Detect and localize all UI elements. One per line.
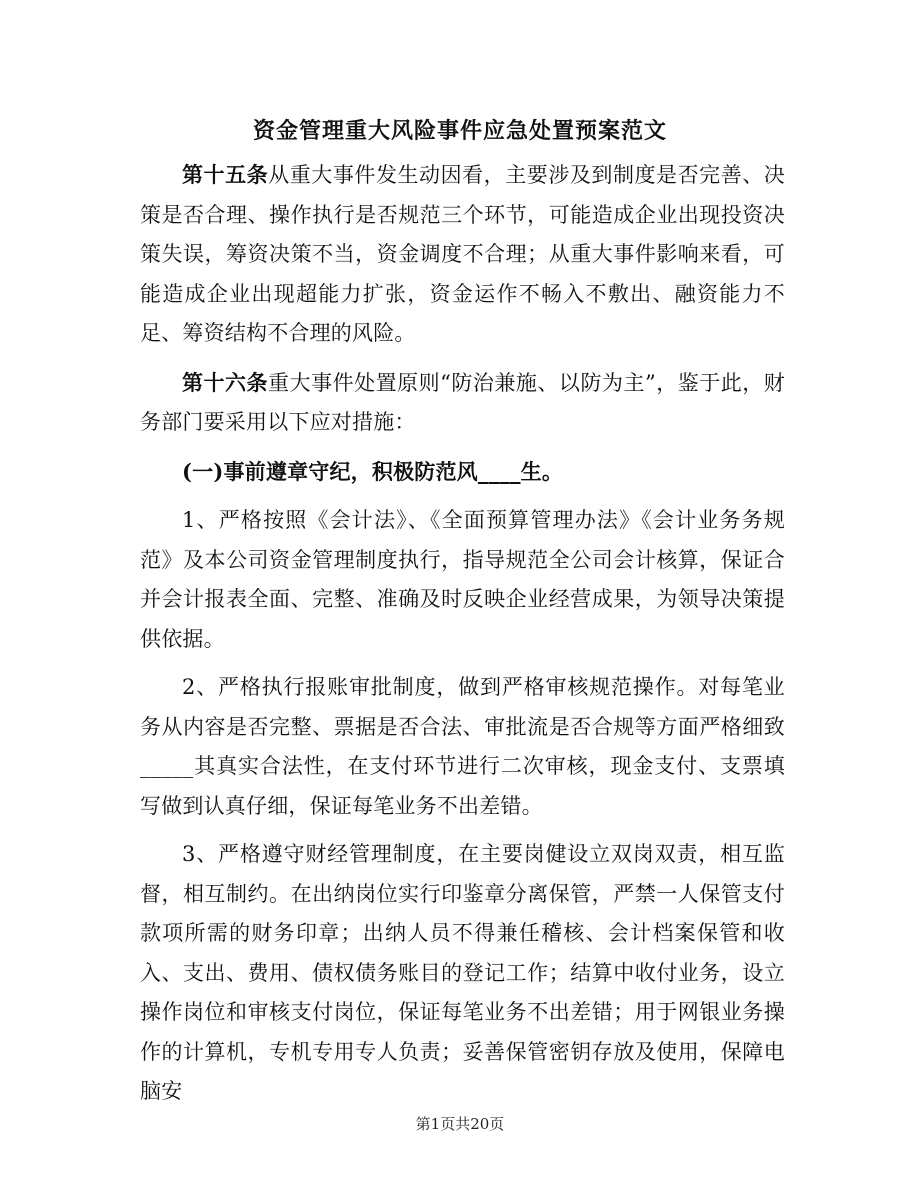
item-1-text: 1、严格按照《会计法》、《全面预算管理办法》《会计业务务规范》及本公司资金管理制度执行，指导规范全公司会计核算，保证合并会计报表全面、完整、准确及时反映企业经营成果，为领导决策提供依据。 — [140, 508, 785, 651]
paragraph-item-1 — [140, 501, 785, 659]
article-16-text: 重大事件处置原则“防治兼施、以防为主”，鉴于此，财务部门要采用以下应对措施： — [140, 370, 785, 434]
article-15-label: 第十五条 — [182, 162, 269, 187]
paragraph-item-2 — [140, 668, 785, 826]
paragraph-article-16 — [140, 363, 785, 443]
paragraph-section-heading-1 — [140, 452, 785, 493]
document-title: 资金管理重大风险事件应急处置预案范文 — [252, 119, 667, 144]
document-body — [140, 155, 785, 1121]
section-heading-1: (一)事前遵章守纪，积极防范风____生。 — [182, 458, 564, 484]
item-3-text: 3、严格遵守财经管理制度，在主要岗健设立双岗双责，相互监督，相互制约。在出纳岗位实行印鉴章分离保管，严禁一人保管支付款项所需的财务印章；出纳人员不得兼任稽核、会计档案保管和收入、支出、费用、债权债务账目的登记工作；结算中收付业务，设立操作岗位和审核支付岗位，保证每笔业务不出差错；用于网银业务操作的计算机，专机专用专人负责；妥善保管密钥存放及使用，保障电脑安 — [140, 842, 785, 1103]
page-footer: 第1页共20页 — [415, 1115, 505, 1133]
item-2-text: 2、严格执行报账审批制度，做到严格审核规范操作。对每笔业务从内容是否完整、票据是否合法、审批流是否合规等方面严格细致_____其真实合法性，在支付环节进行二次审核，现金支付、支票填写做到认真仔细，保证每笔业务不出差错。 — [140, 675, 785, 818]
paragraph-article-15 — [140, 155, 785, 354]
article-16-label: 第十六条 — [182, 369, 269, 395]
article-15-text: 从重大事件发生动因看，主要涉及到制度是否完善、决策是否合理、操作执行是否规范三个环节，可能造成企业出现投资决策失误，筹资决策不当，资金调度不合理；从重大事件影响来看，可能造成企业出现超能力扩张，资金运作不畅入不敷出、融资能力不足、筹资结构不合理的风险。 — [140, 163, 785, 345]
paragraph-item-3 — [140, 835, 785, 1112]
